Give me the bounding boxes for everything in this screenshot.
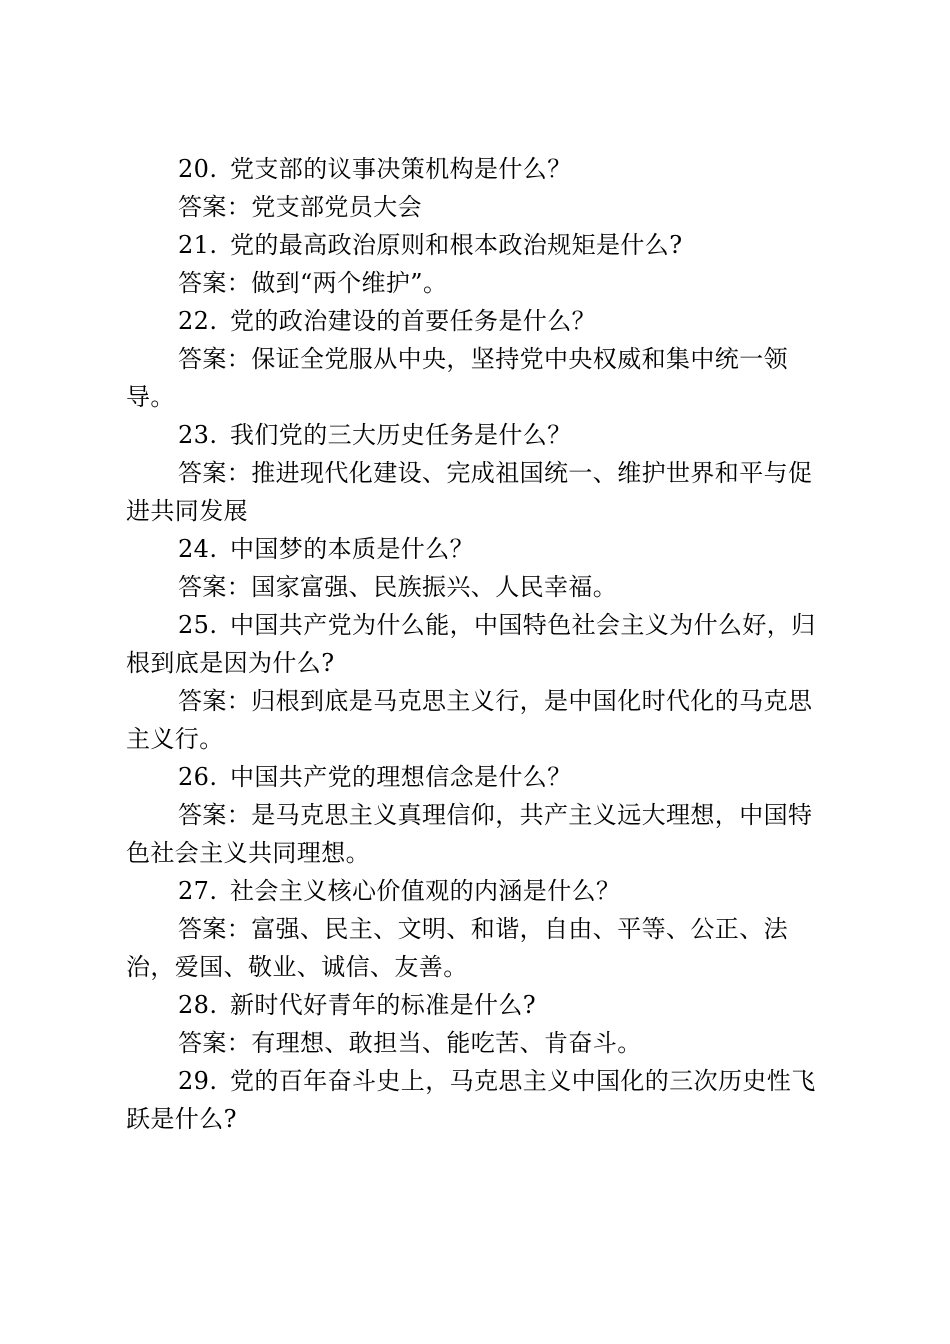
question-25 [126, 606, 821, 682]
answer-24: 答案：国家富强、民族振兴、人民幸福。 [178, 573, 618, 601]
question-24 [126, 530, 821, 568]
qa-list [126, 150, 821, 1138]
answer-21: 答案：做到“两个维护”。 [178, 269, 448, 297]
question-text: 中国梦的本质是什么？ [230, 535, 474, 563]
question-number: 28. [178, 991, 218, 1019]
question-number: 20. [178, 155, 218, 183]
answer-20: 答案：党支部党员大会 [178, 193, 422, 221]
question-number: 21. [178, 231, 218, 259]
question-number: 25. [178, 611, 218, 639]
question-text: 党的政治建设的首要任务是什么？ [230, 307, 596, 335]
question-text: 新时代好青年的标准是什么? [230, 991, 537, 1019]
answer-23: 答案：推进现代化建设、完成祖国统一、维护世界和平与促进共同发展 [126, 459, 813, 525]
question-number: 24. [178, 535, 218, 563]
question-text: 党支部的议事决策机构是什么？ [230, 155, 572, 183]
question-20 [126, 150, 821, 188]
question-number: 23. [178, 421, 218, 449]
question-26 [126, 758, 821, 796]
question-text: 中国共产党的理想信念是什么？ [230, 763, 572, 791]
question-text: 党的最高政治原则和根本政治规矩是什么? [230, 231, 683, 259]
question-text: 社会主义核心价值观的内涵是什么？ [230, 877, 621, 905]
question-22 [126, 302, 821, 340]
question-21 [126, 226, 821, 264]
question-number: 27. [178, 877, 218, 905]
answer-22: 答案：保证全党服从中央，坚持党中央权威和集中统一领导。 [126, 345, 788, 411]
question-27 [126, 872, 821, 910]
question-28 [126, 986, 821, 1024]
question-29 [126, 1062, 821, 1138]
answer-28: 答案：有理想、敢担当、能吃苦、肯奋斗。 [178, 1029, 642, 1057]
question-text: 党的百年奋斗史上，马克思主义中国化的三次历史性飞跃是什么? [126, 1067, 816, 1133]
answer-27: 答案：富强、民主、文明、和谐，自由、平等、公正、法治，爱国、敬业、诚信、友善。 [126, 915, 788, 981]
question-number: 22. [178, 307, 218, 335]
question-text: 我们党的三大历史任务是什么？ [230, 421, 572, 449]
answer-25: 答案：归根到底是马克思主义行，是中国化时代化的马克思主义行。 [126, 687, 813, 753]
question-number: 26. [178, 763, 218, 791]
question-number: 29. [178, 1067, 218, 1095]
question-text: 中国共产党为什么能，中国特色社会主义为什么好，归根到底是因为什么? [126, 611, 816, 677]
answer-26: 答案：是马克思主义真理信仰，共产主义远大理想，中国特色社会主义共同理想。 [126, 801, 813, 867]
question-23 [126, 416, 821, 454]
